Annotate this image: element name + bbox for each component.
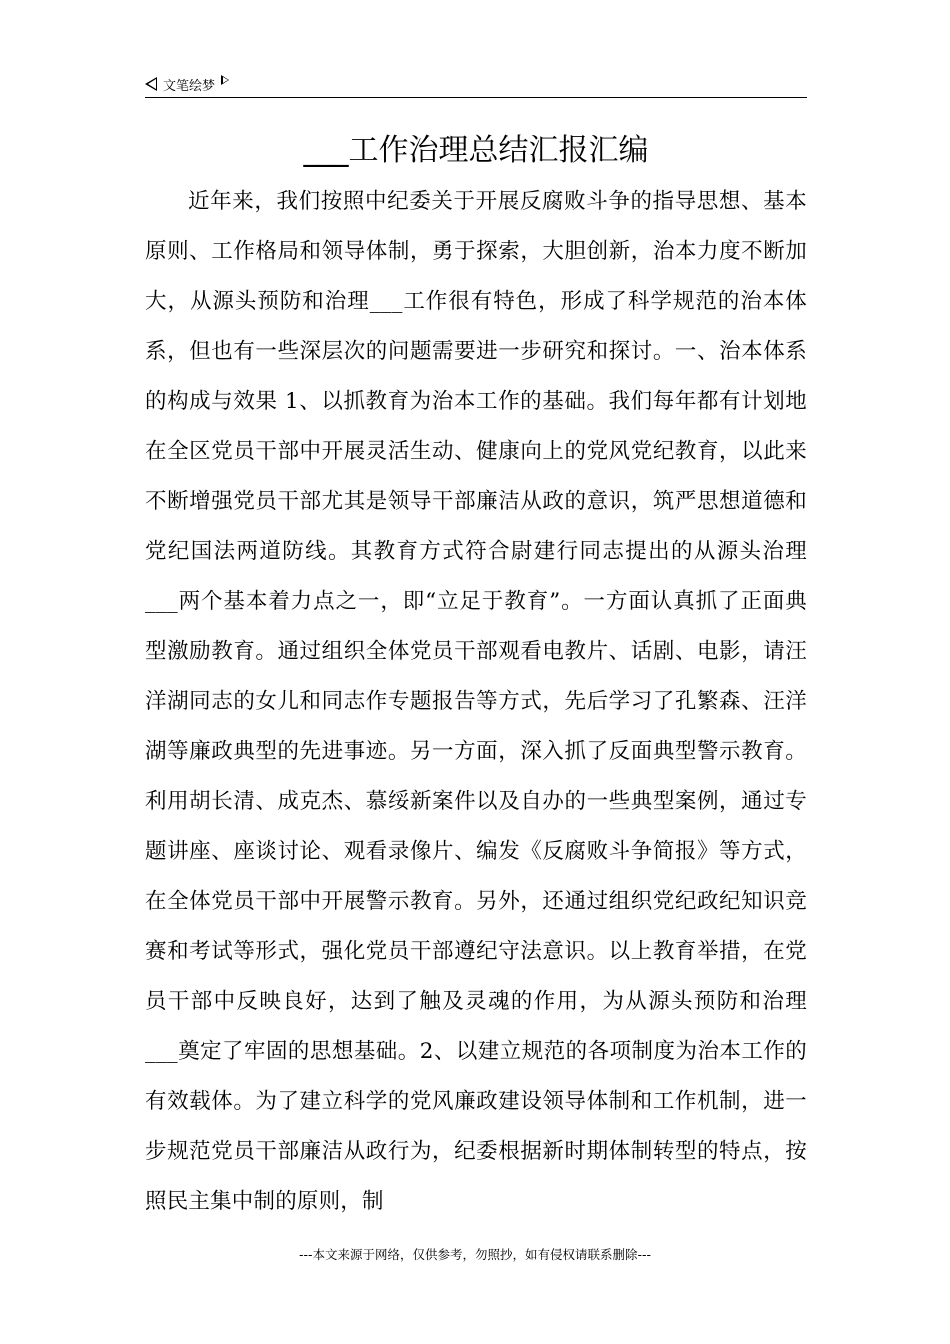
footer-notice: ---本文来源于网络，仅供参考，勿照抄，如有侵权请联系删除--- — [298, 1247, 652, 1262]
triangle-right-icon — [221, 75, 229, 85]
page-header — [145, 74, 807, 98]
document-body: 近年来，我们按照中纪委关于开展反腐败斗争的指导思想、基本原则、工作格局和领导体制，勇于探索，大胆创新，治本力度不断加大，从源头预防和治理___工作很有特色，形成了科学规范的治本体系，但也有一些深层次的问题需要进一步研究和探讨。一、治本体系的构成与效果 1、以抓教育为治本工作的基础。我们每年都有计划地在全区党员干部中开展灵活生动、健康向上的党风党纪教育，以此来不断增强党员干部尤其是领导干部廉洁从政的意识，筑严思想道德和党纪国法两道防线。其教育方式符合尉建行同志提出的从源头治理___两个基本着力点之一，即“立足于教育”。一方面认真抓了正面典型激励教育。通过组织全体党员干部观看电教片、话剧、电影，请汪洋湖同志的女儿和同志作专题报告等方式，先后学习了孔繁森、汪洋湖等廉政典型的先进事迹。另一方面，深入抓了反面典型警示教育。利用胡长清、成克杰、慕绥新案件以及自办的一些典型案例，通过专题讲座、座谈讨论、观看录像片、编发《反腐败斗争简报》等方式，在全体党员干部中开展警示教育。另外，还通过组织党纪政纪知识竞赛和考试等形式，强化党员干部遵纪守法意识。以上教育举措，在党员干部中反映良好，达到了触及灵魂的作用，为从源头预防和治理___奠定了牢固的思想基础。2、以建立规范的各项制度为治本工作的有效载体。为了建立科学的党风廉政建设领导体制和工作机制，进一步规范党员干部廉洁从政行为，纪委根据新时期体制转型的特点，按照民主集中制的原则，制 — [145, 189, 807, 1214]
triangle-left-icon — [145, 77, 157, 91]
header-brand: 文笔绘梦 — [163, 78, 216, 94]
header-brand-row — [145, 74, 807, 94]
document-title: ___工作治理总结汇报汇编 — [303, 133, 649, 168]
